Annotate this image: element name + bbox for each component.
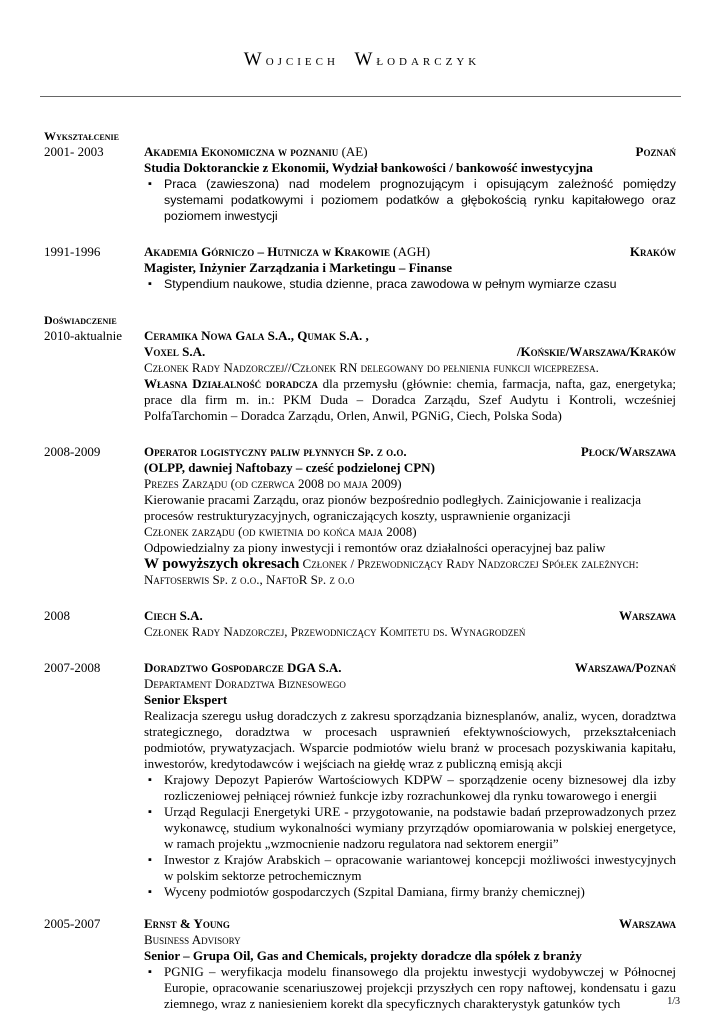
- position-title: Senior Ekspert: [144, 692, 228, 707]
- list-item: ▪ PGNIG – weryfikacja modelu finansowego dla projektu inwestycji wydobywczej w Północnej Europie, opracowanie scenariuszowej projekcji przyszłych cen ropy naftowej, kondensatu i gazu ziemnego, wraz z naniesieniem korekt dla specyficznych charakterystyk gatunków tych: [144, 964, 676, 1012]
- company-name: Ciech S.A.: [144, 608, 203, 623]
- education-heading: Wykształcenie: [44, 129, 119, 143]
- cv-content: [44, 128, 676, 1012]
- page-number: 1/3: [667, 996, 680, 1007]
- institution-name: Akademia Górniczo – Hutnicza w Krakowie: [144, 244, 390, 259]
- list-item: ▪ Urząd Regulacji Energetyki URE - przygotowanie, na podstawie badań przeprowadzonych przez wykonawcę, studium wykonalności wymiany przyrządów opomiarowania w polskiej energetyce, w ramach projektu „wzmocnienie nadzoru regulatora nad sektorem energii”: [144, 804, 676, 852]
- entry-location: Poznań: [635, 144, 676, 159]
- role-title: Członek Rady Nadzorczej//Członek RN delegowany do pełnienia funkcji wiceprezesa.: [144, 360, 599, 375]
- entry-date: 2010-aktualnie: [44, 328, 122, 343]
- degree-title: Magister, Inżynier Zarządzania i Marketingu – Finanse: [144, 260, 453, 275]
- experience-entry: [44, 444, 676, 588]
- institution-abbr: (AE): [341, 144, 368, 159]
- entry-location: Kraków: [629, 244, 676, 259]
- experience-heading: Doświadczenie: [44, 313, 117, 327]
- degree-title: Studia Doktoranckie z Ekonomii, Wydział bankowości / bankowość inwestycyjna: [144, 160, 593, 175]
- experience-entry: [44, 608, 676, 640]
- experience-entry: [44, 328, 676, 424]
- role-description: Kierowanie pracami Zarządu, oraz pionów bezpośrednio podległych. Zainicjowanie i realizacja procesów restrukturyzacyjnych, ograniczających koszty, usprawnienie organizacji: [144, 492, 642, 523]
- list-item: ▪ Krajowy Depozyt Papierów Wartościowych KDPW – sporządzenie oceny biznesowej dla izby rozliczeniowej pełniącej również funkcje izby rozrachunkowej dla rynku towarowego i energii: [144, 772, 676, 804]
- education-entry: [44, 144, 676, 224]
- entry-date: 2007-2008: [44, 660, 101, 675]
- role-title: Członek zarządu (od kwietnia do końca maja 2008): [144, 524, 417, 539]
- company-name: Voxel S.A.: [144, 344, 206, 359]
- position-title: Senior – Grupa Oil, Gas and Chemicals, projekty doradcze dla spółek z branży: [144, 948, 582, 963]
- entry-location: Warszawa/Poznań: [574, 660, 676, 675]
- list-item: ▪ Stypendium naukowe, studia dzienne, praca zawodowa w pełnym wymiarze czasu: [144, 276, 676, 292]
- list-item: ▪ Wyceny podmiotów gospodarczych (Szpital Damiana, firmy branży chemicznej): [144, 884, 676, 900]
- company-name: Operator logistyczny paliw płynnych Sp. z o.o.: [144, 444, 407, 459]
- department: Departament Doradztwa Biznesowego: [144, 676, 346, 691]
- institution-name: Akademia Ekonomiczna w poznaniu: [144, 144, 339, 159]
- institution-abbr: (AGH): [393, 244, 431, 259]
- entry-date: 2005-2007: [44, 916, 101, 931]
- company-name: Doradztwo Gospodarcze DGA S.A.: [144, 660, 342, 675]
- entry-location: Warszawa: [618, 608, 676, 623]
- experience-entry: [44, 916, 676, 1012]
- candidate-name: Wojciech Włodarczyk: [243, 49, 481, 70]
- list-item: ▪ Inwestor z Krajów Arabskich – opracowanie wariantowej koncepcji możliwości inwestycyjnych w polskim sektorze petrochemicznym: [144, 852, 676, 884]
- department: Business Advisory: [144, 932, 241, 947]
- education-entry: [44, 244, 676, 292]
- entry-date: 2008: [44, 608, 70, 623]
- company-name: Ceramika Nowa Gala S.A., Qumak S.A. ,: [144, 328, 369, 343]
- entry-date: 1991-1996: [44, 244, 101, 259]
- role-title: Członek Rady Nadzorczej, Przewodniczący Komitetu ds. Wynagrodzeń: [144, 624, 526, 639]
- role-description: Realizacja szeregu usług doradczych z zakresu sporządzania biznesplanów, analiz, wycen, doradztwa strategicznego, doradztwa w procesach usprawnień efektywnościowych, przekształceniach podmiotów, prywatyzacjach. Wsparcie podmiotów wielu branż w procesach pozyskiwania kapitału, inwestorów, kredytodawców i wejściach na giełdę wraz z publiczną emisją akcji: [144, 708, 676, 771]
- role-description: Odpowiedzialny za piony inwestycji i remontów oraz działalności operacyjnej baz paliw: [144, 540, 606, 555]
- entry-date: 2008-2009: [44, 444, 101, 459]
- entry-location: /Końskie/Warszawa/Kraków: [516, 344, 676, 359]
- header-divider: [40, 96, 681, 97]
- entry-date: 2001- 2003: [44, 144, 104, 159]
- company-name: Ernst & Young: [144, 916, 230, 931]
- role-title: Prezes Zarządu (od czerwca 2008 do maja 2009): [144, 476, 402, 491]
- board-roles: W powyższych okresach Członek / Przewodniczący Rady Nadzorczej Spółek zależnych: Naftoserwis Sp. z o.o., NaftoR Sp. z o.o: [144, 556, 639, 587]
- list-item: ▪ Praca (zawieszona) nad modelem prognozującym i opisującym zależność pomiędzy systemami podatkowymi i poziomem podatków a głębokością rynku kapitałowego oraz poziomem inwestycji: [144, 176, 676, 224]
- role-description: Własna Działalność doradcza dla przemysłu (głównie: chemia, farmacja, nafta, gaz, energetyka; prace dla firm m. in.: PKM Duda – Doradca Zarządu, Szef Audytu i Kontroli, wcześniej PolfaTarchomin – Doradca Zarządu, Orlen, Anwil, PGNiG, Ciech, Polska Soda): [144, 376, 676, 423]
- entry-location: Płock/Warszawa: [580, 444, 676, 459]
- experience-entry: [44, 660, 676, 900]
- company-subtitle: (OLPP, dawniej Naftobazy – cześć podzielonej CPN): [144, 460, 435, 475]
- entry-location: Warszawa: [618, 916, 676, 931]
